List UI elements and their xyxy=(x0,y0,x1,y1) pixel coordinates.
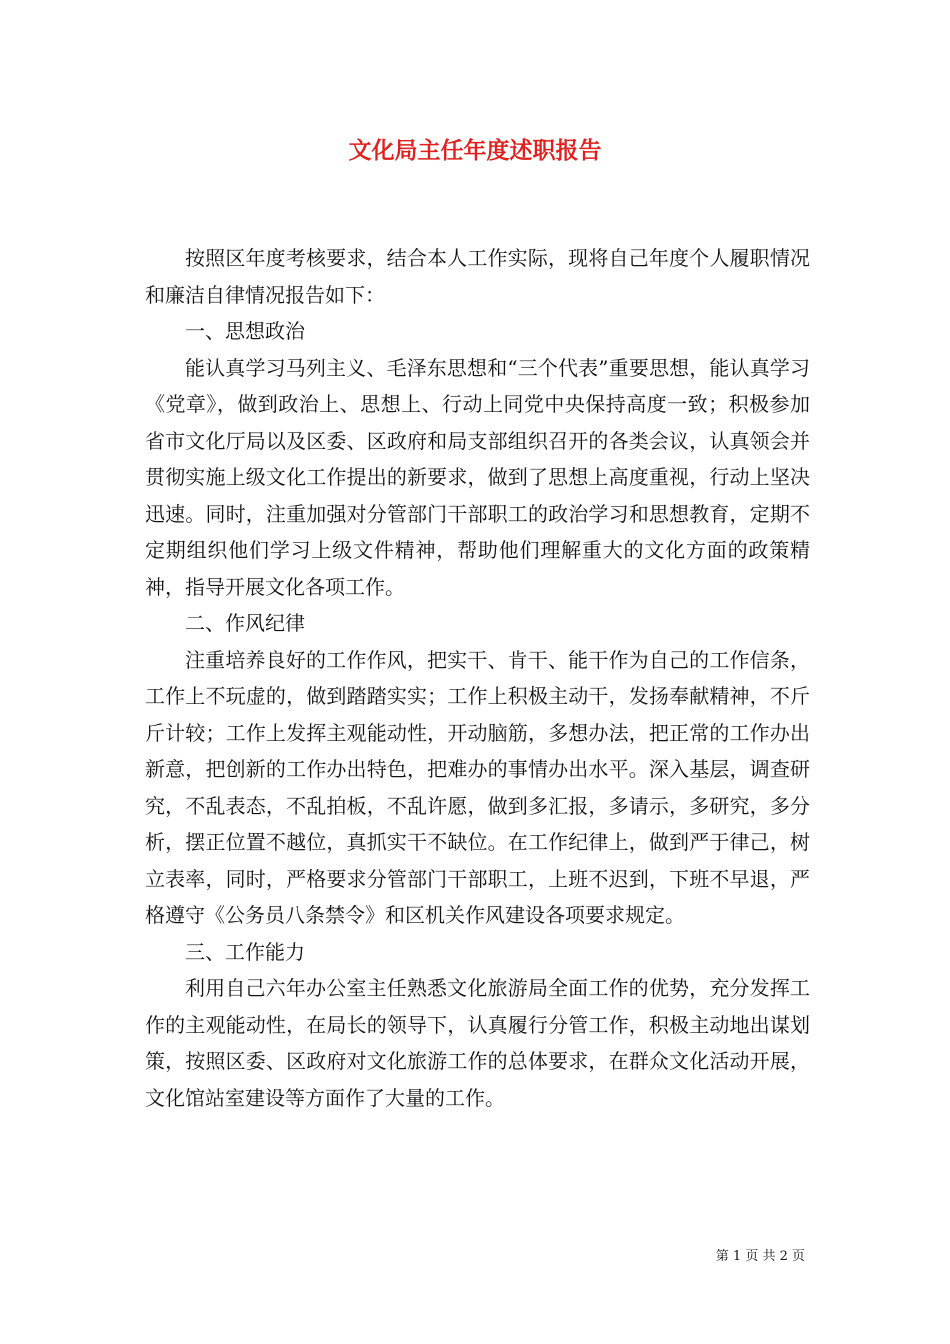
document-body xyxy=(145,240,810,1116)
page-number: 第 1 页 共 2 页 xyxy=(715,1249,805,1264)
section-paragraph-politics: 能认真学习马列主义、毛泽东思想和“三个代表”重要思想，能认真学习《党章》，做到政治上、思想上、行动上同党中央保持高度一致；积极参加省市文化厅局以及区委、区政府和局支部组织召开的各类会议，认真领会并贯彻实施上级文化工作提出的新要求，做到了思想上高度重视，行动上坚决迅速。同时，注重加强对分管部门干部职工的政治学习和思想教育，定期不定期组织他们学习上级文件精神，帮助他们理解重大的文化方面的政策精神，指导开展文化各项工作。 xyxy=(145,355,810,599)
section-heading-discipline: 二、作风纪律 xyxy=(185,611,305,635)
section-paragraph-ability: 利用自己六年办公室主任熟悉文化旅游局全面工作的优势，充分发挥工作的主观能动性，在局长的领导下，认真履行分管工作，积极主动地出谋划策，按照区委、区政府对文化旅游工作的总体要求，在群众文化活动开展，文化馆站室建设等方面作了大量的工作。 xyxy=(145,976,810,1110)
section-paragraph-discipline: 注重培养良好的工作作风，把实干、肯干、能干作为自己的工作信条，工作上不玩虚的，做到踏踏实实；工作上积极主动干，发扬奉献精神，不斤斤计较；工作上发挥主观能动性，开动脑筋，多想办法，把正常的工作办出新意，把创新的工作办出特色，把难办的事情办出水平。深入基层，调查研究，不乱表态，不乱拍板，不乱许愿，做到多汇报，多请示，多研究，多分析，摆正位置不越位，真抓实干不缺位。在工作纪律上，做到严于律己，树立表率，同时，严格要求分管部门干部职工，上班不迟到，下班不早退，严格遵守《公务员八条禁令》和区机关作风建设各项要求规定。 xyxy=(145,647,810,927)
section-heading-ability: 三、工作能力 xyxy=(185,939,305,964)
intro-paragraph: 按照区年度考核要求，结合本人工作实际，现将自己年度个人履职情况和廉洁自律情况报告如下： xyxy=(145,246,810,307)
page-title: 文化局主任年度述职报告 xyxy=(348,137,602,164)
section-heading-politics: 一、思想政治 xyxy=(185,319,305,343)
